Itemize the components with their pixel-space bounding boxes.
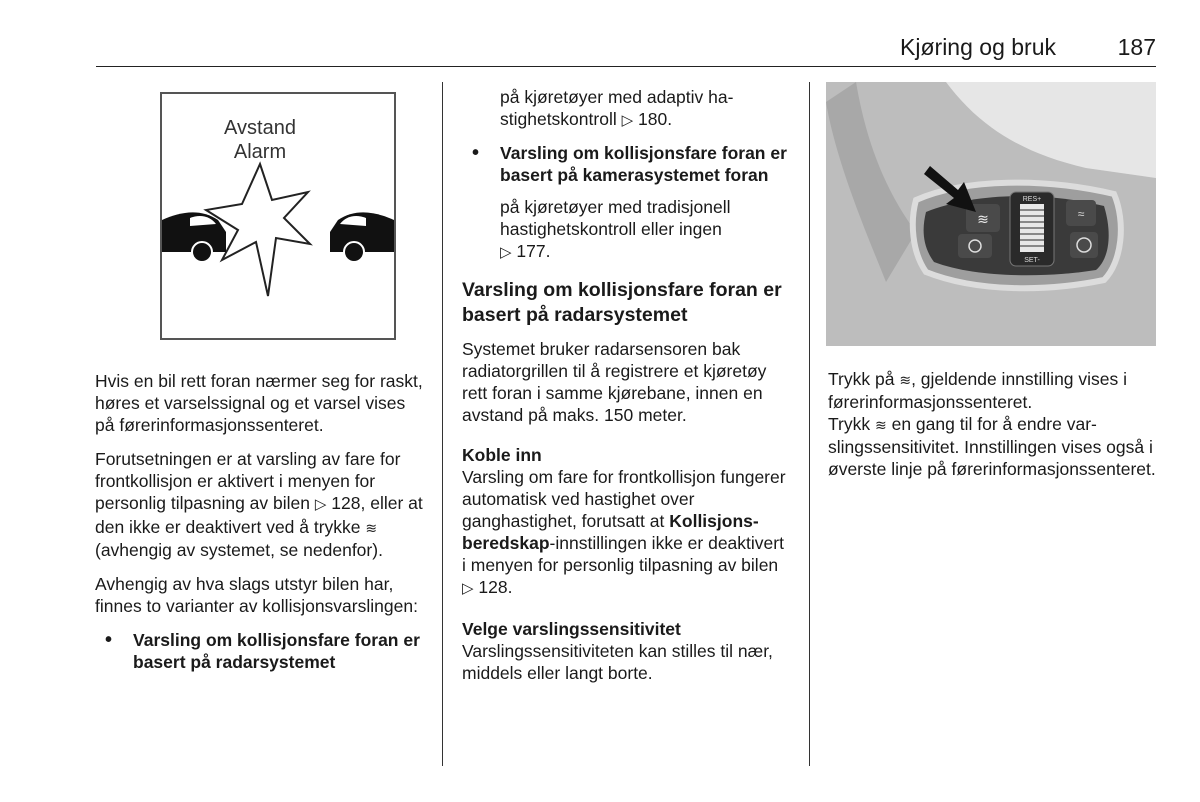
col2-paragraph-3: Varslingssensitiviteten kan stilles til nær, middels eller langt borte.: [462, 641, 773, 683]
col1-paragraph-3: Avhengig av hva slags utstyr bilen har, finnes to varianter av kollisjonsvarslingen:: [95, 574, 418, 616]
collision-alert-button-icon: ≋: [875, 417, 887, 433]
page-ref-icon: ▷: [621, 112, 634, 129]
col3-paragraph-1: Trykk på ≋, gjeldende innstilling vises i førerinformasjonssenteret.: [828, 369, 1128, 412]
subheading-koble-inn: Koble inn: [462, 445, 542, 465]
col2-continuation: på kjøretøyer med adaptiv hastighetskontroll ▷ 180.: [500, 87, 734, 129]
column-divider-1: [442, 82, 443, 766]
bullet-radar: • Varsling om kollisjonsfare foran er basert på radarsystemet: [95, 629, 425, 673]
distance-alarm-figure: [160, 92, 396, 340]
col3-paragraph-2: Trykk ≋ en gang til for å endre varslingssensitivitet. Innstillingen vises også i øverste linje på førerinformasjonssenteret.: [828, 414, 1156, 479]
col1-paragraph-2: Forutsetningen er at varsling av fare for frontkollisjon er aktivert i menyen for personlig tilpasning av bilen ▷ 128, eller at den ikke er deaktivert ved å trykke ≋ (avhengig av systemet, se nedenfor).: [95, 449, 423, 560]
col2-bullet2-text: på kjøretøyer med tradisjonell hastighetskontroll eller ingen ▷ 177.: [500, 197, 731, 261]
col2-paragraph-2: Varsling om fare for frontkollisjon fungerer automatisk ved hastighet over ganghastighet, forutsatt at Kollisjonsberedskap-innstillingen ikke er deaktivert i menyen for personlig tilpasning av bilen ▷ 128.: [462, 467, 786, 597]
cancel-wheel-button: [958, 234, 992, 258]
collision-alert-wheel-icon: ≋: [977, 211, 989, 227]
page-ref-icon: ▷: [462, 580, 474, 597]
alarm-text-line2: Alarm: [233, 141, 287, 163]
collision-alert-button-icon: ≋: [899, 372, 912, 388]
lane-assist-icon: ≈: [1077, 207, 1085, 221]
column-divider-2: [809, 82, 810, 766]
section-heading: Varsling om kollisjonsfare foran er basert på radarsystemet: [462, 279, 782, 326]
page-ref-icon: ▷: [500, 244, 512, 261]
alarm-text-line1: Avstand: [224, 117, 296, 139]
subheading-sensitivity: Velge varslingssensitivitet: [462, 619, 681, 639]
set-label: SET-: [1024, 257, 1040, 264]
section-title: Kjøring og bruk: [900, 34, 1056, 60]
page-number: 187: [1117, 34, 1156, 60]
res-label: RES+: [1022, 196, 1042, 203]
column-1: [95, 370, 425, 683]
page-header: [96, 32, 1156, 67]
column-2: [462, 86, 792, 696]
column-3: [828, 368, 1158, 492]
collision-alert-button-icon: ≋: [365, 520, 378, 536]
col1-paragraph-1: Hvis en bil rett foran nærmer seg for raskt, høres et varselssignal og et varsel vises på førerinformasjonssenteret.: [95, 371, 423, 435]
speed-limiter-wheel-button: [1070, 232, 1098, 258]
bullet-camera: • Varsling om kollisjonsfare foran er basert på kamerasystemet foran: [462, 142, 792, 186]
steering-wheel-figure: [826, 82, 1156, 346]
col2-paragraph-1: Systemet bruker radarsensoren bak radiatorgrillen til å registrere et kjøretøy rett foran i samme kjørebane, innen en avstand på maks. 150 meter.: [462, 339, 767, 425]
page-ref-icon: ▷: [314, 496, 327, 513]
